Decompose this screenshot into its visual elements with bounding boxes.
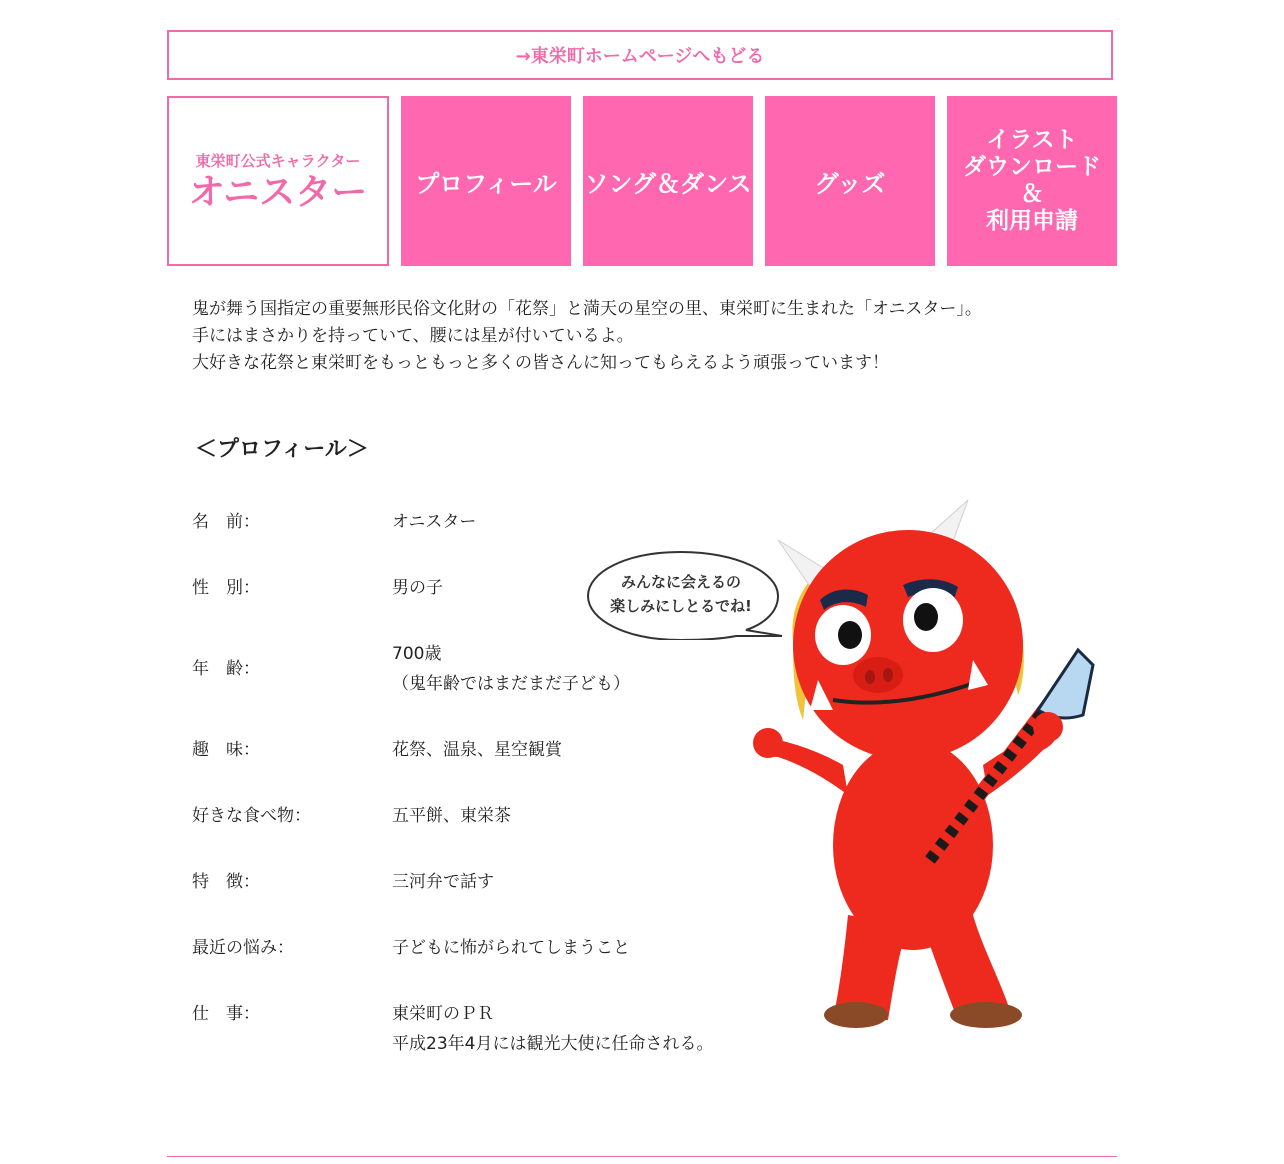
nav-tile-label: ダウンロード [963,154,1101,180]
onistar-mascot-image [748,495,1098,1035]
nav-tile-profile[interactable] [401,96,571,266]
profile-heading: ＜プロフィール＞ [195,437,369,462]
profile-value-note: （鬼年齢ではまだまだ子ども） [392,674,630,694]
profile-value: 五平餅、東栄茶 [392,806,511,826]
nav-tile-song-dance[interactable] [583,96,753,266]
intro-line: 手にはまさかりを持っていて、腰には星が付いているよ。 [192,326,634,346]
intro-line: 大好きな花祭と東栄町をもっともっと多くの皆さんに知ってもらえるよう頑張っています！ [192,353,889,373]
profile-value: 花祭、温泉、星空観賞 [392,740,562,760]
speech-line: みんなに会えるの [620,573,741,591]
intro-line: 鬼が舞う国指定の重要無形民俗文化財の「花祭」と満天の星空の里、東栄町に生まれた「オニスター」。 [192,299,982,319]
profile-label: 年 齢： [192,659,260,679]
nav-tile-illust-download[interactable] [947,96,1117,266]
nav-tile-label: プロフィール [415,169,557,198]
footer-divider [167,1156,1117,1157]
profile-value: 男の子 [392,578,443,598]
nav-tile-goods[interactable] [765,96,935,266]
nav-tile-label: ＆ [1020,181,1044,207]
brand-name: オニスター [188,171,368,213]
profile-label: 最近の悩み： [192,938,294,958]
profile-label: 特 徴： [192,872,260,892]
profile-label: 趣 味： [192,740,260,760]
nav-tile-label: イラスト [986,127,1078,153]
profile-label: 名 前： [192,512,260,532]
profile-label: 好きな食べ物： [192,806,311,826]
profile-value: 三河弁で話す [392,872,494,892]
nav-tile-label: グッズ [814,169,886,198]
intro-text [192,296,982,377]
brand-box[interactable] [167,96,389,266]
nav-tile-label: ソング＆ダンス [584,169,752,198]
profile-value: 700歳 [392,644,442,664]
home-page-link[interactable]: →東栄町ホームページへもどる [167,30,1113,80]
profile-label: 性 別： [192,578,260,598]
profile-value: 子どもに怖がられてしまうこと [392,938,630,958]
brand-subtitle: 東栄町公式キャラクター [195,151,361,170]
profile-value: 東栄町のＰＲ [392,1004,494,1024]
speech-line: 楽しみにしとるでね! [610,597,752,615]
profile-value: オニスター [392,512,477,532]
nav-tile-label: 利用申請 [986,208,1078,234]
profile-label: 仕 事： [192,1004,260,1024]
profile-value-note: 平成23年4月には観光大使に任命される。 [392,1034,714,1054]
